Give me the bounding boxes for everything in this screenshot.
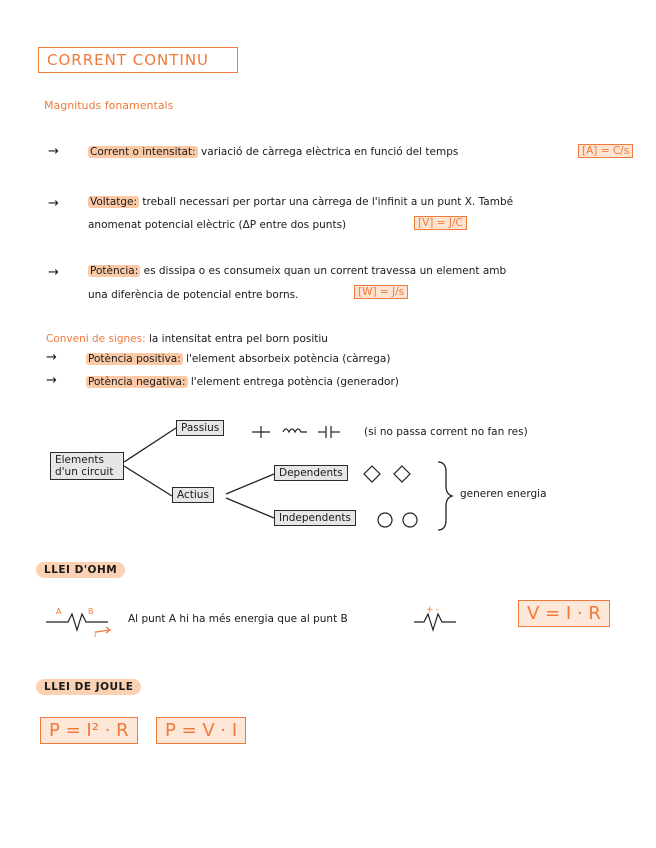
desc-positive: l'element absorbeix potència (càrrega) <box>186 353 391 365</box>
formula-volt: [V] = J/C <box>414 216 467 230</box>
formula-watt: [W] = J/s <box>354 285 408 299</box>
ohm-minus: - <box>436 605 440 615</box>
tree-independents: Independents <box>274 510 356 526</box>
section-heading-ohm: LLEI D'OHM <box>36 562 125 578</box>
desc-corrent: variació de càrrega elèctrica en funció del temps <box>201 146 459 158</box>
desc-potencia-2: una diferència de potencial entre borns. <box>88 289 299 301</box>
desc-potencia: es dissipa o es consumeix quan un corrent travessa un element amb <box>143 265 507 277</box>
desc-voltatge-2: anomenat potencial elèctric (ΔP entre dos punts) <box>88 219 347 231</box>
ohm-resistor-icon <box>46 614 110 633</box>
conveni-text: la intensitat entra pel born positiu <box>148 333 328 345</box>
tree-root: Elements d'un circuit <box>50 452 124 480</box>
ohm-label-b: B <box>88 607 94 616</box>
dependent-source-icon <box>364 466 410 482</box>
ohm-text: Al punt A hi ha més energia que al punt B <box>128 613 348 625</box>
arrow-icon: → <box>48 196 59 211</box>
joule-formula-1: P = I² · R <box>40 717 138 744</box>
brace-icon <box>438 462 452 530</box>
ohm-plus: + <box>426 605 434 615</box>
term-negative: Potència negativa: <box>88 376 186 388</box>
resistor-icon <box>252 426 270 438</box>
ohm-resistor-2-icon <box>414 614 456 630</box>
ohm-label-i: I <box>94 630 97 639</box>
tree-dependents: Dependents <box>274 465 348 481</box>
tree-passius: Passius <box>176 420 224 436</box>
arrow-icon: → <box>46 350 57 365</box>
arrow-icon: → <box>48 144 59 159</box>
joule-formula-2: P = V · I <box>156 717 246 744</box>
desc-negative: l'element entrega potència (generador) <box>190 376 399 388</box>
inductor-icon <box>283 429 307 432</box>
formula-ampere: [A] = C/s <box>578 144 633 158</box>
page-title: CORRENT CONTINU <box>38 47 238 73</box>
term-positive: Potència positiva: <box>88 353 181 365</box>
arrow-icon: → <box>46 373 57 388</box>
capacitor-icon <box>318 426 340 438</box>
generen-energia: generen energia <box>460 488 547 500</box>
conveni-label: Conveni de signes: <box>46 333 146 345</box>
ohm-label-a: A <box>56 607 62 616</box>
tree-actius: Actius <box>172 487 214 503</box>
term-voltatge: Voltatge: <box>90 196 138 208</box>
arrow-icon: → <box>48 265 59 280</box>
passius-note: (si no passa corrent no fan res) <box>364 426 528 438</box>
section-heading-joule: LLEI DE JOULE <box>36 679 141 695</box>
desc-voltatge: treball necessari per portar una càrrega de l'infinit a un punt X. També <box>142 196 514 208</box>
section-heading-magnituds: Magnituds fonamentals <box>44 99 174 112</box>
term-potencia: Potència: <box>90 265 139 277</box>
independent-source-icon <box>378 513 417 527</box>
ohm-formula: V = I · R <box>518 600 610 627</box>
term-corrent: Corrent o intensitat: <box>90 146 196 158</box>
